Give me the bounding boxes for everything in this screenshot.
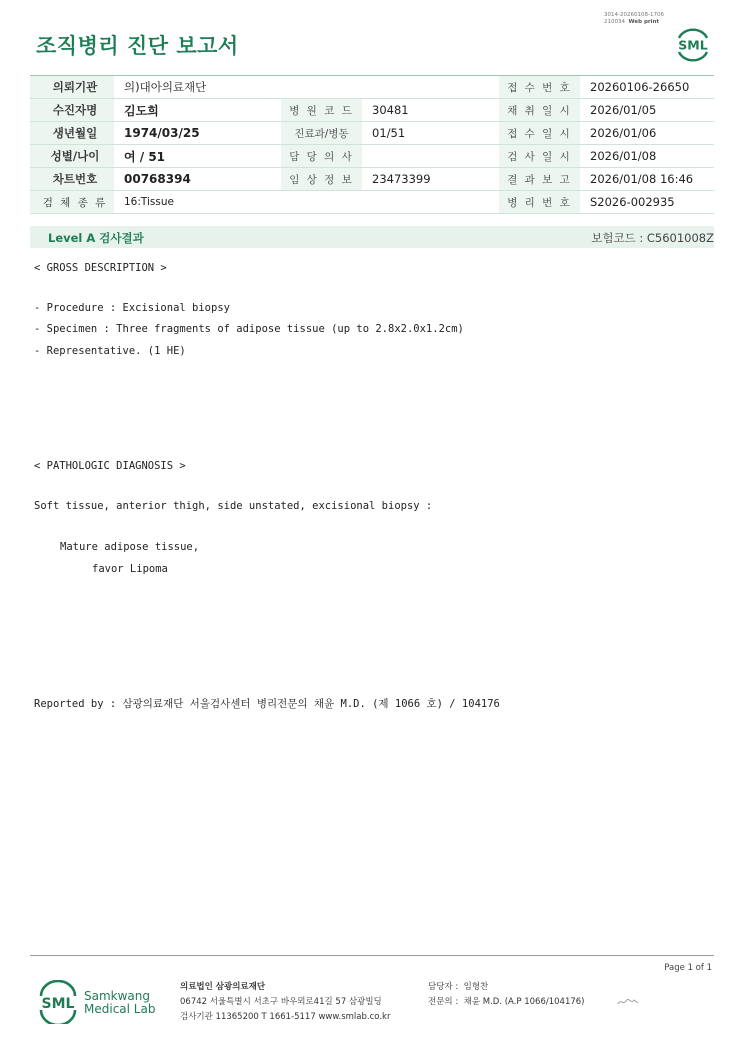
brand-line: Samkwang — [84, 989, 150, 1003]
info-label: 의뢰기관 — [30, 76, 114, 99]
info-label: 차트번호 — [30, 168, 114, 191]
report-title: 조직병리 진단 보고서 — [36, 34, 239, 58]
info-value: 00768394 — [114, 168, 281, 191]
info-label: 진료과/병동 — [281, 122, 362, 145]
info-row — [30, 145, 714, 168]
specialist-label: 전문의 : — [428, 997, 459, 1007]
print-id-line1: 3014-20260108-1706 — [604, 12, 664, 18]
level-label: Level A 검사결과 — [48, 231, 144, 245]
reported-by: Reported by : 삼광의료재단 서울검사센터 병리전문의 채윤 M.D. (제 1066 호) / 104176 — [34, 698, 500, 710]
info-row — [30, 99, 714, 122]
sml-logo-icon — [672, 24, 714, 64]
info-value: 16:Tissue — [114, 191, 499, 214]
info-row — [30, 76, 714, 99]
info-label: 접 수 번 호 — [499, 76, 580, 99]
info-label: 담 당 의 사 — [281, 145, 362, 168]
logo-text: SML — [41, 996, 75, 1012]
signature-icon — [616, 996, 640, 1008]
info-value: S2026-002935 — [580, 191, 714, 214]
organization-info — [180, 980, 390, 1025]
info-value: 23473399 — [362, 168, 499, 191]
info-value: 여 / 51 — [114, 145, 281, 168]
info-value: 01/51 — [362, 122, 499, 145]
info-value: 1974/03/25 — [114, 122, 281, 145]
info-value: 의)대아의료재단 — [114, 76, 499, 99]
patient-info-table — [30, 75, 714, 214]
info-value: 20260106-26650 — [580, 76, 714, 99]
print-label: Web print — [628, 19, 660, 25]
print-id-line2: 210034 — [604, 19, 625, 25]
info-value — [362, 145, 499, 168]
staff-info — [428, 980, 585, 1010]
info-value: 2026/01/08 16:46 — [580, 168, 714, 191]
org-contact: 검사기관 11365200 T 1661-5117 www.smlab.co.kr — [180, 1012, 391, 1022]
page-number: Page 1 of 1 — [664, 963, 712, 973]
info-label: 병 원 코 드 — [281, 99, 362, 122]
staff-name: 임형찬 — [463, 982, 489, 992]
info-row — [30, 168, 714, 191]
gross-line: - Specimen : Three fragments of adipose tissue (up to 2.8x2.0x1.2cm) — [34, 323, 464, 335]
info-value: 2026/01/08 — [580, 145, 714, 168]
info-label: 생년월일 — [30, 122, 114, 145]
gross-line: - Procedure : Excisional biopsy — [34, 302, 230, 314]
diagnosis-line: favor Lipoma — [92, 563, 168, 575]
diagnosis-heading: < PATHOLOGIC DIAGNOSIS > — [34, 460, 186, 472]
diagnosis-line: Mature adipose tissue, — [60, 541, 200, 553]
info-value: 30481 — [362, 99, 499, 122]
info-row — [30, 191, 714, 214]
info-value: 2026/01/05 — [580, 99, 714, 122]
staff-label: 담당자 : — [428, 982, 459, 992]
info-label: 결 과 보 고 — [499, 168, 580, 191]
info-label: 병 리 번 호 — [499, 191, 580, 214]
specialist-name: 채윤 M.D. (A.P 1066/104176) — [463, 997, 585, 1007]
info-label: 검 체 종 류 — [30, 191, 114, 214]
info-label: 수진자명 — [30, 99, 114, 122]
brand-line: Medical Lab — [84, 1002, 156, 1016]
gross-heading: < GROSS DESCRIPTION > — [34, 262, 167, 274]
info-label: 접 수 일 시 — [499, 122, 580, 145]
org-name: 의료법인 삼광의료재단 — [180, 982, 266, 992]
info-label: 검 사 일 시 — [499, 145, 580, 168]
sml-logo-icon — [36, 980, 80, 1024]
org-address: 06742 서울특별시 서초구 바우뫼로41길 57 삼광빌딩 — [180, 997, 382, 1007]
diagnosis-site: Soft tissue, anterior thigh, side unstated, excisional biopsy : — [34, 500, 433, 512]
logo-text: SML — [678, 37, 708, 53]
info-label: 채 취 일 시 — [499, 99, 580, 122]
brand-name — [84, 990, 155, 1016]
gross-line: - Representative. (1 HE) — [34, 345, 186, 357]
print-info — [604, 12, 664, 26]
info-value: 2026/01/06 — [580, 122, 714, 145]
info-label: 성별/나이 — [30, 145, 114, 168]
insurance-code: 보험코드 : C5601008Z — [591, 231, 714, 245]
info-row — [30, 122, 714, 145]
footer-divider — [30, 955, 714, 956]
info-label: 임 상 정 보 — [281, 168, 362, 191]
info-value: 김도희 — [114, 99, 281, 122]
